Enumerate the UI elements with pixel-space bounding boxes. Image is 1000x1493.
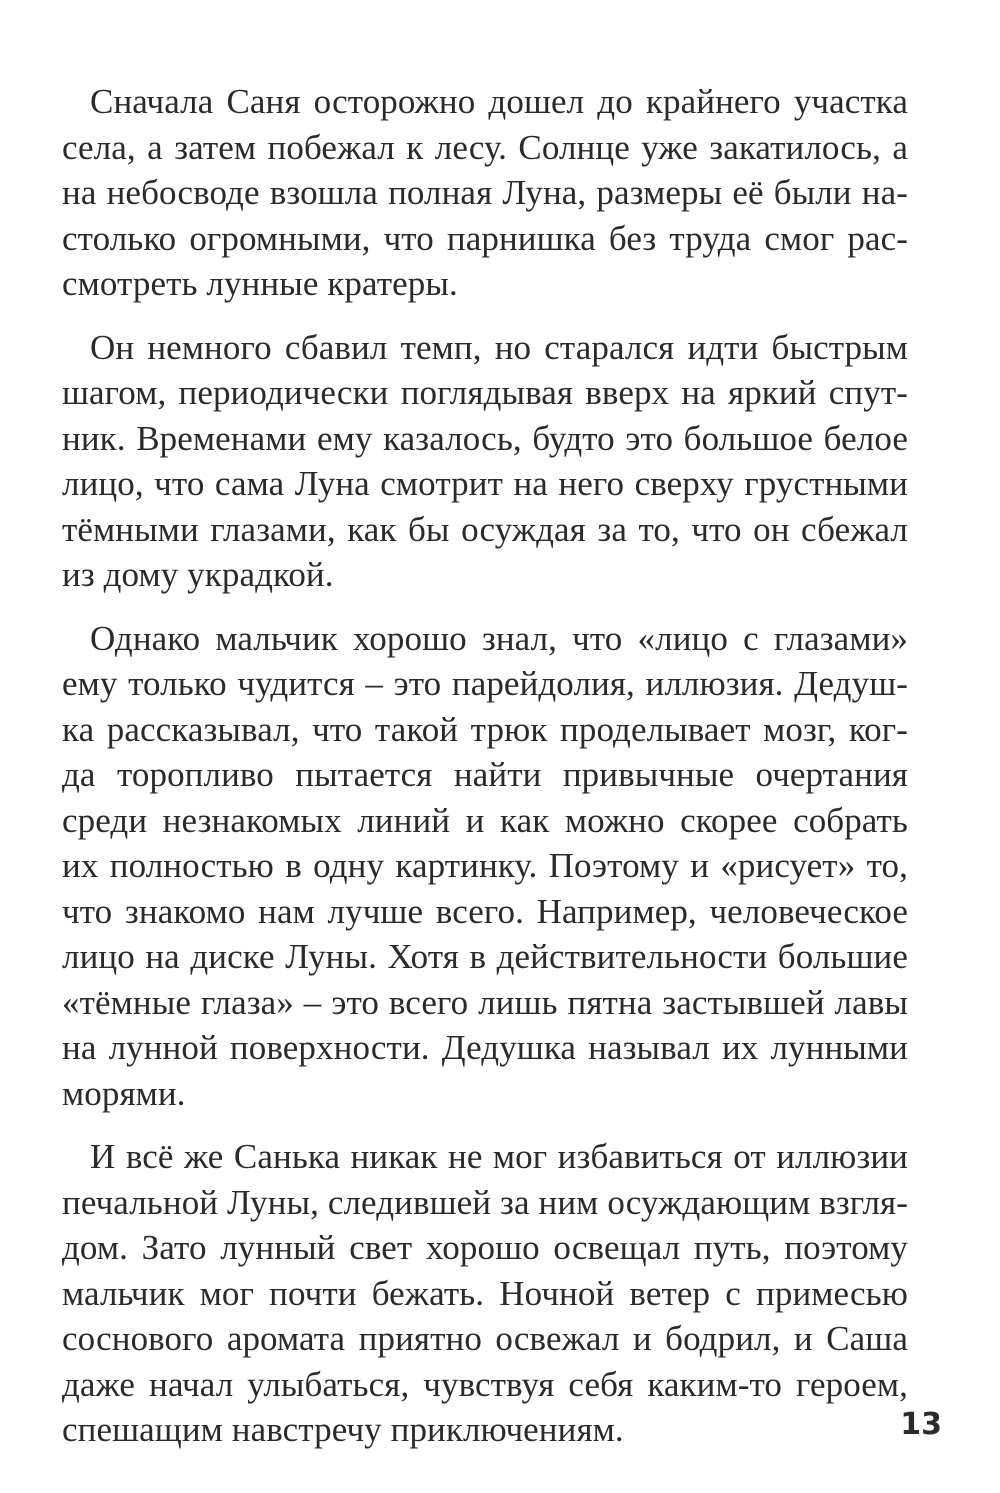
text-line: Однако мальчик хорошо знал, что «лицо с глазами»: [90, 618, 908, 658]
text-line: Сначала Саня осторожно дошел до крайнего участка: [90, 82, 908, 121]
text-line: ник. Временами ему казалось, будто это большое белое: [62, 418, 908, 458]
text-line: на небосводе взошла полная Луна, размеры её были на-: [62, 173, 908, 212]
paragraph-3: [62, 616, 908, 1117]
text-line: даже начал улыбаться, чувствуя себя каким-то героем,: [62, 1364, 908, 1404]
text-line: лицо на диске Луны. Хотя в действительности большие: [62, 937, 908, 976]
text-line: И всё же Санька никак не мог избавиться от иллюзии: [90, 1137, 908, 1176]
text-line: ка рассказывал, что такой трюк проделывает мозг, ког-: [62, 709, 908, 749]
text-line: мальчик мог почти бежать. Ночной ветер с примесью: [62, 1273, 908, 1313]
text-line: дом. Зато лунный свет хорошо освещал путь, поэтому: [62, 1228, 908, 1267]
text-line: тёмными глазами, как бы осуждая за то, что он сбежал: [62, 509, 908, 549]
text-line: ему только чудится – это парейдолия, иллюзия. Дедуш-: [62, 664, 908, 703]
text-line: среди незнакомых линий и как можно скорее собрать: [62, 800, 908, 840]
text-line: лицо, что сама Луна смотрит на него сверху грустными: [62, 464, 908, 503]
text-line: шагом, периодически поглядывая вверх на яркий спут-: [62, 373, 908, 412]
text-line: морями.: [62, 1073, 186, 1113]
text-line: смотреть лунные кратеры.: [62, 264, 458, 303]
text-line: их полностью в одну картинку. Поэтому и «рисует» то,: [62, 846, 908, 885]
text-line: из дому украдкой.: [62, 555, 334, 594]
text-line: столько огромными, что парнишка без труда смог рас-: [62, 218, 908, 258]
page-number: 13: [900, 1407, 942, 1442]
text-line: печальной Луны, следившей за ним осуждающим взгля-: [62, 1182, 908, 1222]
text-line: что знакомо нам лучше всего. Например, человеческое: [62, 891, 908, 931]
text-line: на лунной поверхности. Дедушка называл их лунными: [62, 1028, 908, 1067]
paragraph-1: [62, 79, 908, 307]
text-line: Он немного сбавил темп, но старался идти быстрым: [90, 327, 908, 367]
paragraph-2: [62, 325, 908, 598]
text-line: да торопливо пытается найти привычные очертания: [62, 755, 908, 794]
body-text: [62, 79, 908, 1471]
text-line: села, а затем побежал к лесу. Солнце уже закатилось, а: [62, 127, 908, 167]
text-line: спешащим навстречу приключениям.: [62, 1410, 624, 1449]
text-line: «тёмные глаза» – это всего лишь пятна застывшей лавы: [62, 982, 908, 1022]
paragraph-4: [62, 1134, 908, 1453]
text-line: соснового аромата приятно освежал и бодрил, и Саша: [62, 1319, 908, 1358]
